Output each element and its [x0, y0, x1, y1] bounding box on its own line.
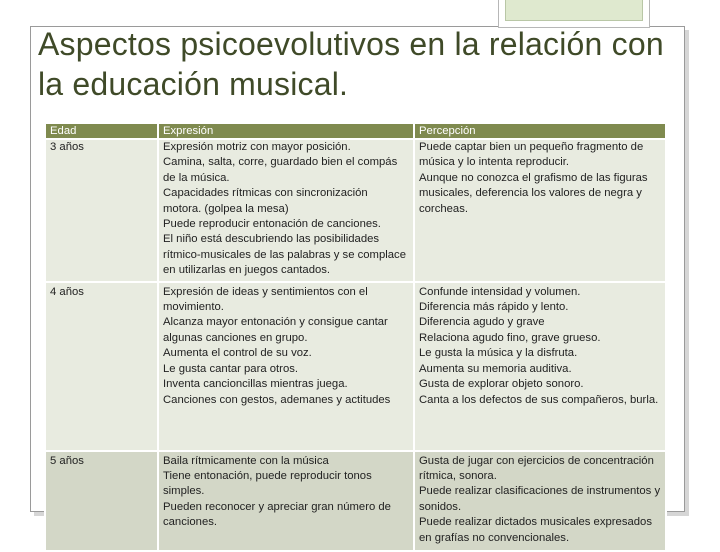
perception-cell: Gusta de jugar con ejercicios de concentración rítmica, sonora. Puede realizar clasificaciones de instrumentos y sonidos. Puede realizar dictados musicales expresados en grafías no convencionales.: [414, 451, 666, 551]
header-perception: Percepción: [414, 123, 666, 139]
development-table: [44, 122, 667, 552]
expression-cell: Expresión motriz con mayor posición. Camina, salta, corre, guardado bien el compás de la música. Capacidades rítmicas con sincronización motora. (golpea la mesa) Puede reproducir entonación de canciones. El niño está descubriendo las posibilidades rítmico-musicales de las palabras y se complace en utilizarlas en juegos cantados.: [158, 139, 414, 282]
table-row: [45, 139, 666, 282]
age-cell: 4 años: [45, 282, 158, 451]
table-header-row: [45, 123, 666, 139]
expression-cell: Baila rítmicamente con la música Tiene entonación, puede reproducir tonos simples. Pueden reconocer y apreciar gran número de canciones.: [158, 451, 414, 551]
table-row: [45, 282, 666, 451]
expression-cell: Expresión de ideas y sentimientos con el movimiento. Alcanza mayor entonación y consigue cantar algunas canciones en grupo. Aumenta el control de su voz. Le gusta cantar para otros. Inventa cancioncillas mientras juega. Canciones con gestos, ademanes y actitudes: [158, 282, 414, 451]
header-expression: Expresión: [158, 123, 414, 139]
age-cell: 3 años: [45, 139, 158, 282]
slide-title: Aspectos psicoevolutivos en la relación con la educación musical.: [38, 26, 664, 102]
perception-cell: Confunde intensidad y volumen. Diferencia más rápido y lento. Diferencia agudo y grave Relaciona agudo fino, grave grueso. Le gusta la música y la disfruta. Aumenta su memoria auditiva. Gusta de explorar objeto sonoro. Canta a los defectos de sus compañeros, burla.: [414, 282, 666, 451]
table-row: [45, 451, 666, 551]
perception-cell: Puede captar bien un pequeño fragmento de música y lo intenta reproducir. Aunque no conozca el grafismo de las figuras musicales, deferencia los valores de negra y corcheas.: [414, 139, 666, 282]
header-age: Edad: [45, 123, 158, 139]
age-cell: 5 años: [45, 451, 158, 551]
